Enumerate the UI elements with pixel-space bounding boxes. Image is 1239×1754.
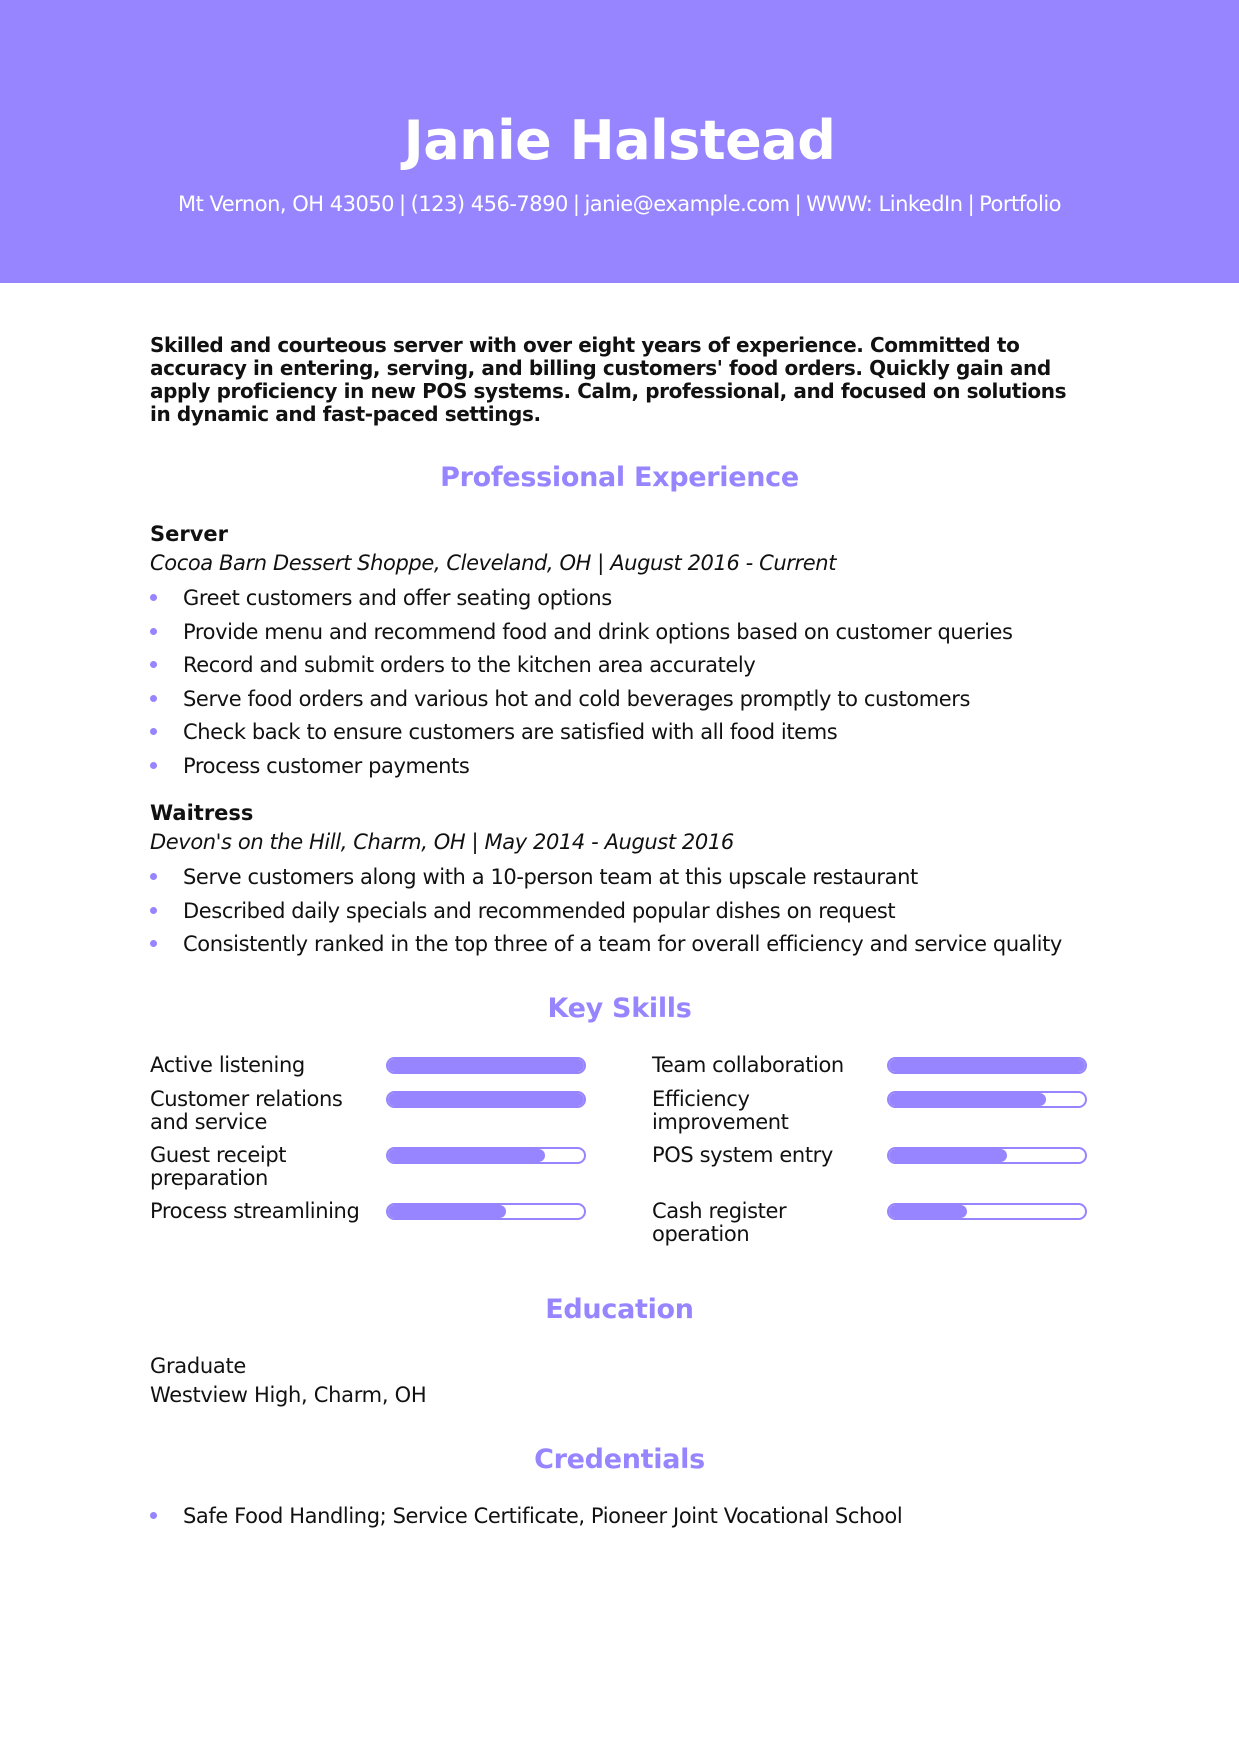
bullet-icon bbox=[150, 1512, 157, 1519]
list-item bbox=[150, 683, 1013, 717]
bullet-text: Record and submit orders to the kitchen area accurately bbox=[183, 653, 756, 677]
bullet-icon bbox=[150, 728, 157, 735]
linkedin-link[interactable]: LinkedIn bbox=[878, 192, 963, 216]
candidate-name: Janie Halstead bbox=[403, 109, 836, 172]
skill-label: Team collaboration bbox=[652, 1053, 844, 1077]
skill-bar-fill bbox=[388, 1205, 506, 1218]
bullet-text: Consistently ranked in the top three of a team for overall efficiency and service quality bbox=[183, 932, 1062, 956]
bullet-text: Serve food orders and various hot and cold beverages promptly to customers bbox=[183, 686, 971, 711]
contact-separator: | bbox=[572, 192, 580, 216]
list-item bbox=[150, 750, 1013, 784]
list-item bbox=[150, 716, 1013, 750]
skill-bar bbox=[386, 1091, 586, 1108]
bullet-text: Described daily specials and recommended popular dishes on request bbox=[183, 898, 896, 923]
job-bullets bbox=[150, 582, 1013, 783]
list-item bbox=[150, 582, 1013, 616]
skill-label: Customer relations and service bbox=[150, 1087, 343, 1134]
job-title: Waitress bbox=[150, 801, 254, 825]
skill-label: POS system entry bbox=[652, 1143, 833, 1167]
skill-bar-fill bbox=[889, 1149, 1007, 1162]
credentials-list bbox=[150, 1500, 902, 1534]
skill-bar-fill bbox=[388, 1149, 545, 1162]
list-item bbox=[150, 895, 1062, 929]
header-band bbox=[0, 0, 1239, 283]
bullet-icon bbox=[150, 907, 157, 914]
bullet-text: Safe Food Handling; Service Certificate, Pioneer Joint Vocational School bbox=[183, 1504, 903, 1528]
list-item bbox=[150, 616, 1013, 650]
contact-phone: (123) 456-7890 bbox=[410, 192, 568, 216]
education-degree: Graduate bbox=[150, 1354, 247, 1378]
bullet-icon bbox=[150, 762, 157, 769]
job-subtitle: Cocoa Barn Dessert Shoppe, Cleveland, OH | August 2016 - Current bbox=[150, 551, 837, 575]
bullet-text: Process customer payments bbox=[183, 753, 470, 778]
skill-bar-fill bbox=[388, 1059, 584, 1072]
list-item bbox=[150, 861, 1062, 895]
portfolio-link[interactable]: Portfolio bbox=[979, 192, 1062, 216]
experience-heading: Professional Experience bbox=[440, 462, 799, 493]
bullet-icon bbox=[150, 873, 157, 880]
skill-bar-fill bbox=[889, 1205, 967, 1218]
skill-bar bbox=[386, 1203, 586, 1220]
bullet-icon bbox=[150, 940, 157, 947]
summary-paragraph: Skilled and courteous server with over eight years of experience. Committed to accuracy in entering, serving, and billing customers' food orders. Quickly gain and apply proficiency in new POS systems. Calm, professional, and focused on solutions in dynamic and fast-paced settings. bbox=[150, 333, 1067, 426]
list-item bbox=[150, 1500, 902, 1534]
bullet-icon bbox=[150, 594, 157, 601]
skill-bar-fill bbox=[889, 1059, 1085, 1072]
bullet-text: Greet customers and offer seating options bbox=[183, 586, 612, 610]
skill-bar bbox=[887, 1147, 1087, 1164]
skill-bar bbox=[887, 1057, 1087, 1074]
education-school: Westview High, Charm, OH bbox=[150, 1383, 427, 1407]
bullet-icon bbox=[150, 628, 157, 635]
skill-label: Guest receipt preparation bbox=[150, 1143, 287, 1190]
contact-www-prefix: WWW: bbox=[806, 192, 873, 216]
credentials-heading: Credentials bbox=[534, 1444, 705, 1475]
skill-label: Cash register operation bbox=[652, 1199, 787, 1246]
bullet-text: Serve customers along with a 10-person team at this upscale restaurant bbox=[183, 865, 918, 889]
contact-separator: | bbox=[399, 192, 406, 216]
bullet-text: Check back to ensure customers are satisfied with all food items bbox=[183, 720, 838, 744]
contact-separator: | bbox=[967, 192, 975, 216]
skill-label: Process streamlining bbox=[150, 1199, 360, 1223]
education-heading: Education bbox=[545, 1294, 694, 1325]
skills-heading: Key Skills bbox=[547, 993, 692, 1024]
skill-bar bbox=[386, 1147, 586, 1164]
skill-bar-fill bbox=[388, 1093, 584, 1106]
bullet-text: Provide menu and recommend food and drink options based on customer queries bbox=[183, 619, 1013, 644]
job-title: Server bbox=[150, 522, 229, 546]
skill-label: Efficiency improvement bbox=[652, 1087, 789, 1134]
skill-bar-fill bbox=[889, 1093, 1046, 1106]
skill-bar bbox=[887, 1091, 1087, 1108]
job-bullets bbox=[150, 861, 1062, 962]
list-item bbox=[150, 649, 1013, 683]
contact-line bbox=[0, 190, 1239, 218]
contact-email[interactable]: janie@example.com bbox=[584, 192, 790, 216]
skill-bar bbox=[386, 1057, 586, 1074]
job-subtitle: Devon's on the Hill, Charm, OH | May 2014 - August 2016 bbox=[150, 830, 734, 854]
skill-label: Active listening bbox=[150, 1053, 305, 1077]
contact-separator: | bbox=[794, 192, 802, 216]
bullet-icon bbox=[150, 661, 157, 668]
contact-address: Mt Vernon, OH 43050 bbox=[177, 192, 395, 216]
bullet-icon bbox=[150, 695, 157, 702]
list-item bbox=[150, 928, 1062, 962]
skill-bar bbox=[887, 1203, 1087, 1220]
